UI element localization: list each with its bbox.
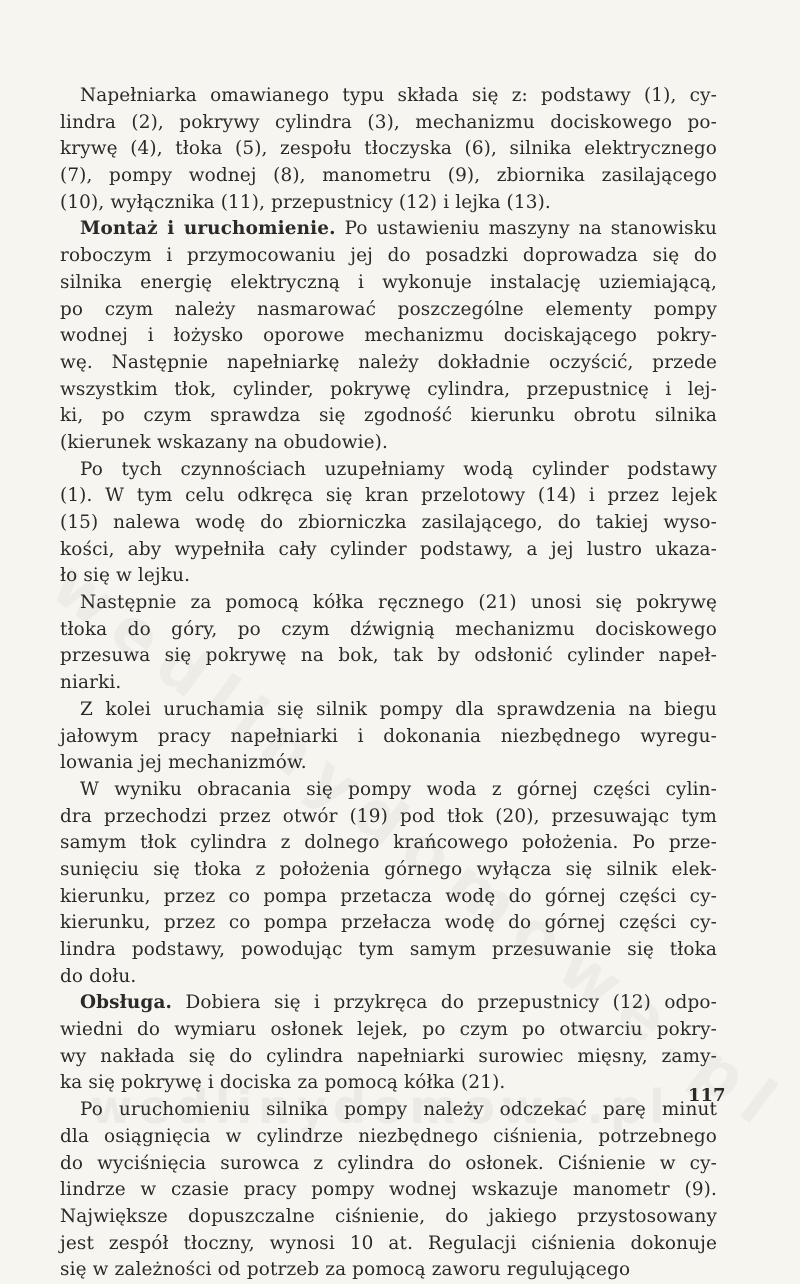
paragraph <box>60 697 717 777</box>
text-line: kości, aby wypełniła cały cylinder podstawy, a jej lustro ukaza- <box>60 538 717 560</box>
heading-line-rest: Po ustawieniu maszyny na stanowisku <box>335 218 717 240</box>
text-line: wiedni do wymiaru osłonek lejek, po czym po otwarciu pokry- <box>60 1019 717 1041</box>
text-line: lindra (2), pokrywy cylindra (3), mechanizmu dociskowego po- <box>60 111 717 133</box>
text-line: dla osiągnięcia w cylindrze niezbędnego ciśnienia, potrzebnego <box>60 1125 717 1147</box>
text-line: Po tych czynnościach uzupełniamy wodą cylinder podstawy <box>80 458 717 480</box>
text-line: do dołu. <box>60 965 137 987</box>
text-line: ka się pokrywę i dociska za pomocą kółka (21). <box>60 1072 506 1094</box>
text-line: Z kolei uruchamia się silnik pompy dla sprawdzenia na biegu <box>80 698 717 720</box>
text-line: lindrze w czasie pracy pompy wodnej wskazuje manometr (9). <box>60 1179 717 1201</box>
text-line: przesuwa się pokrywę na bok, tak by odsłonić cylinder napeł- <box>60 645 717 667</box>
text-line: Największe dopuszczalne ciśnienie, do jakiego przystosowany <box>60 1205 717 1227</box>
paragraph <box>60 83 717 216</box>
text-line: (10), wyłącznika (11), przepustnicy (12) i lejka (13). <box>60 191 551 213</box>
text-line: ło się w lejku. <box>60 565 191 587</box>
text-line: kierunku, przez co pompa przetacza wodę do górnej części cy- <box>60 885 717 907</box>
text-line: ki, po czym sprawdza się zgodność kierunku obrotu silnika <box>60 405 717 427</box>
paragraph <box>60 777 717 991</box>
text-line: jest zespół tłoczny, wynosi 10 at. Regulacji ciśnienia dokonuje <box>60 1232 717 1254</box>
paragraph <box>60 590 717 697</box>
text-line: wy nakłada się do cylindra napełniarki surowiec mięsny, zamy- <box>60 1045 717 1067</box>
text-line: Napełniarka omawianego typu składa się z: podstawy (1), cy- <box>80 85 717 106</box>
text-line: roboczym i przymocowaniu jej do posadzki doprowadza się do <box>60 245 717 267</box>
text-line: krywę (4), tłoka (5), zespołu tłoczyska (6), silnika elektrycznego <box>60 138 717 160</box>
text-line: wodnej i łożysko oporowe mechanizmu dociskającego pokry- <box>60 325 717 347</box>
text-line: dra przechodzi przez otwór (19) pod tłok (20), przesuwając tym <box>60 805 717 827</box>
text-line: samym tłok cylindra z dolnego krańcowego położenia. Po prze- <box>60 832 717 854</box>
text-line: (7), pompy wodnej (8), manometru (9), zbiornika zasilającego <box>60 165 717 187</box>
paragraph <box>60 216 717 456</box>
text-line: lindra podstawy, powodując tym samym przesuwanie się tłoka <box>60 939 717 960</box>
section-heading: Montaż i uruchomienie. <box>80 218 336 240</box>
text-line: do wyciśnięcia surowca z cylindra do osłonek. Ciśnienie w cy- <box>60 1152 717 1174</box>
text-line: jałowym pracy napełniarki i dokonania niezbędnego wyregu- <box>60 725 717 747</box>
text-line: tłoka do góry, po czym dźwignią mechanizmu dociskowego <box>60 618 717 640</box>
section-heading: Obsługa. <box>80 992 173 1014</box>
heading-line-rest: Dobiera się i przykręca do przepustnicy (12) odpo- <box>172 992 717 1014</box>
text-line: kierunku, przez co pompa przełacza wodę do górnej części cy- <box>60 912 717 934</box>
page-number: 117 <box>688 1085 726 1106</box>
text-line: wę. Następnie napełniarkę należy dokładnie oczyścić, przede <box>60 351 717 373</box>
text-line: (kierunek wskazany na obudowie). <box>60 431 388 453</box>
text-line: (1). W tym celu odkręca się kran przelotowy (14) i przez lejek <box>60 485 717 507</box>
body-text <box>60 83 717 1284</box>
text-line: (15) nalewa wodę do zbiorniczka zasilającego, do takiej wyso- <box>60 512 717 533</box>
text-line: sunięciu się tłoka z położenia górnego wyłącza się silnik elek- <box>60 858 717 880</box>
text-line: W wyniku obracania się pompy woda z górnej części cylin- <box>80 778 717 800</box>
text-line: się w zależności od potrzeb za pomocą zaworu regulującego <box>60 1259 631 1281</box>
text-line: po czym należy nasmarować poszczególne elementy pompy <box>60 298 717 320</box>
text-line <box>60 216 717 243</box>
paragraph <box>60 457 717 590</box>
text-line: silnika energię elektryczną i wykonuje instalację uziemiającą, <box>60 271 717 293</box>
text-line: wszystkim tłok, cylinder, pokrywę cylindra, przepustnicę i lej- <box>60 378 717 400</box>
text-line: niarki. <box>60 672 122 694</box>
text-line: Następnie za pomocą kółka ręcznego (21) unosi się pokrywę <box>80 592 717 614</box>
text-line: Po uruchomieniu silnika pompy należy odczekać parę minut <box>80 1099 717 1121</box>
paragraph <box>60 990 717 1097</box>
text-line: lowania jej mechanizmów. <box>60 752 307 774</box>
text-line <box>60 990 717 1017</box>
